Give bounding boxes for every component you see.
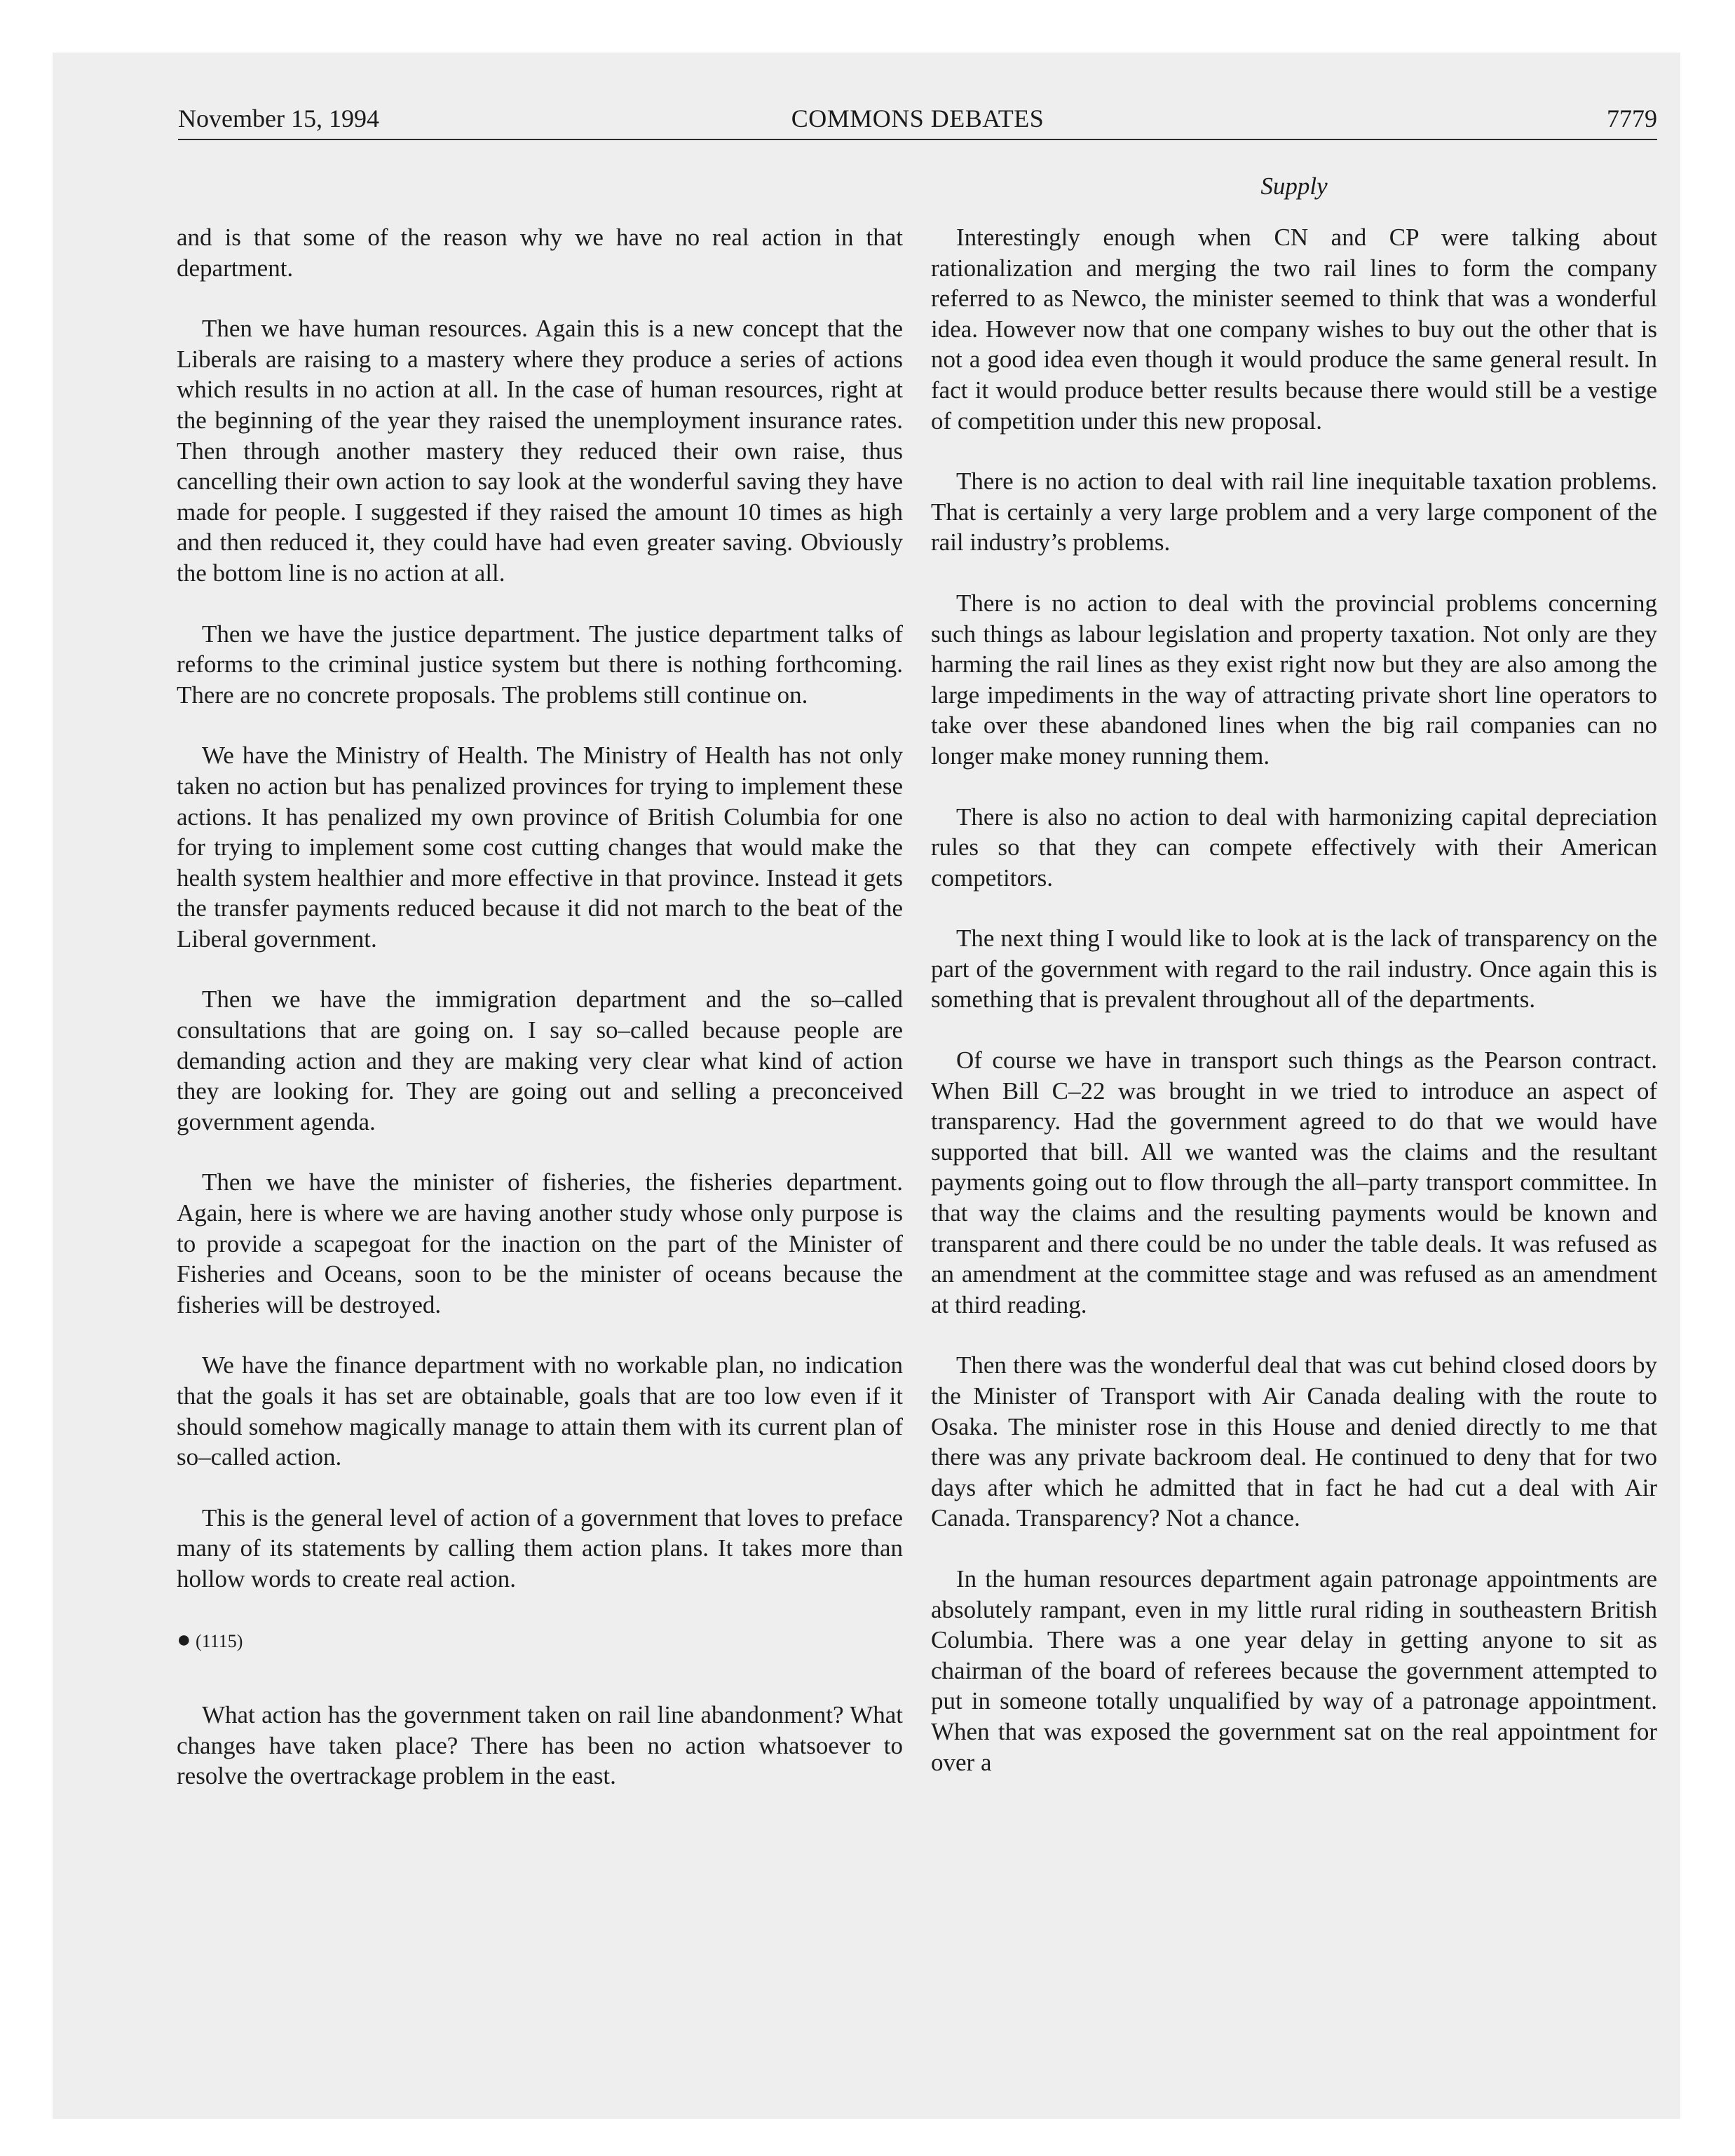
paragraph: What action has the government taken on rail line abandonment? What changes have taken place? There has been no action whatsoever to resolve the overtrackage problem in the east. [177, 1701, 903, 1790]
paragraph: There is no action to deal with the provincial problems concerning such things as labour legislation and property taxation. Not only are they harming the rail lines as they exist right now but they are also among the large impediments in the way of attracting private short line operators to take over these abandoned lines when the big rail companies can no longer make money running them. [931, 589, 1657, 770]
paragraph: We have the Ministry of Health. The Ministry of Health has not only taken no action but has penalized provinces for trying to implement these actions. It has penalized my own province of British Columbia for one for trying to implement some cost cutting changes that would make the health system healthier and more effective in that province. Instead it gets the transfer payments reduced because it did not march to the beat of the Liberal government. [177, 742, 903, 953]
paragraph: In the human resources department again patronage appointments are absolutely rampant, even in my little rural riding in southeastern British Columbia. There was a one year delay in getting anyone to sit as chairman of the board of referees because the government attempted to put in someone totally unqualified by way of a patronage appointment. When that was exposed the government sat on the real appointment for over a [931, 1564, 1657, 1776]
right-column [931, 222, 1657, 1808]
header-date: November 15, 1994 [178, 104, 379, 132]
paragraph: Then we have human resources. Again this is a new concept that the Liberals are raising to a mastery where they produce a series of actions which results in no action at all. In the case of human resources, right at the beginning of the year they raised the unemployment insurance rates. Then through another mastery they reduced their own raise, thus cancelling their own action to say look at the wonderful saving they have made for people. I suggested if they raised the amount 10 times as high and then reduced it, they could have had even greater saving. Obviously the bottom line is no action at all. [177, 315, 903, 587]
paragraph: There is also no action to deal with harmonizing capital depreciation rules so that they can compete effectively with their American competitors. [931, 803, 1657, 892]
paragraph: Then there was the wonderful deal that was cut behind closed doors by the Minister of Transport with Air Canada dealing with the route to Osaka. The minister rose in this House and denied directly to me that there was any private backroom deal. He continued to deny that for two days after which he admitted that in fact he had cut a deal with Air Canada. Transparency? Not a chance. [931, 1351, 1657, 1532]
time-marker [177, 1625, 903, 1657]
paragraph: The next thing I would like to look at is the lack of transparency on the part of the government with regard to the rail industry. Once again this is something that is prevalent throughout all of the departments. [931, 925, 1657, 1014]
header-publication: COMMONS DEBATES [791, 104, 1045, 132]
paragraph: There is no action to deal with rail line inequitable taxation problems. That is certainly a very large problem and a very large component of the rail industry’s problems. [931, 468, 1657, 557]
paragraph: Then we have the minister of fisheries, the fisheries department. Again, here is where we are having another study whose only purpose is to provide a scapegoat for the inaction on the part of the Minister of Fisheries and Oceans, soon to be the minister of oceans because the fisheries will be destroyed. [177, 1168, 903, 1318]
paragraph: We have the finance department with no workable plan, no indication that the goals it has set are obtainable, goals that are too low even if it should somehow magically manage to attain them with its current plan of so–called action. [177, 1351, 903, 1471]
bullet-icon: ● [177, 1626, 191, 1653]
paragraph: Then we have the justice department. The justice department talks of reforms to the criminal justice system but there is nothing forthcoming. There are no concrete proposals. The problems still continue on. [177, 620, 903, 709]
time-marker-text: (1115) [196, 1630, 243, 1651]
left-column [177, 222, 903, 1822]
paragraph: Interestingly enough when CN and CP were talking about rationalization and merging the two rail lines to form the company referred to as Newco, the minister seemed to think that was a wonderful idea. However now that one company wishes to buy out the other that is not a good idea even though it would produce the same general result. In fact it would produce better results because there would still be a vestige of competition under this new proposal. [931, 224, 1657, 435]
paragraph: Of course we have in transport such things as the Pearson contract. When Bill C–22 was brought in we tried to introduce an aspect of transparency. Had the government agreed to do that we would have supported that bill. All we wanted was the claims and the resultant payments going out to flow through the all–party transport committee. In that way the claims and the resulting payments would be known and transparent and there could be no under the table deals. It was refused as an amendment at the committee stage and was refused as an amendment at third reading. [931, 1046, 1657, 1318]
section-title: Supply [1260, 172, 1328, 200]
paragraph: and is that some of the reason why we have no real action in that department. [177, 224, 903, 282]
header-page-number: 7779 [1607, 104, 1657, 132]
paragraph: Then we have the immigration department and the so–called consultations that are going on. I say so–called because people are demanding action and they are making very clear what kind of action they are looking for. They are going out and selling a preconceived government agenda. [177, 985, 903, 1135]
paragraph: This is the general level of action of a government that loves to preface many of its statements by calling them action plans. It takes more than hollow words to create real action. [177, 1503, 903, 1592]
page-header [178, 104, 1657, 136]
header-rule [178, 139, 1657, 140]
